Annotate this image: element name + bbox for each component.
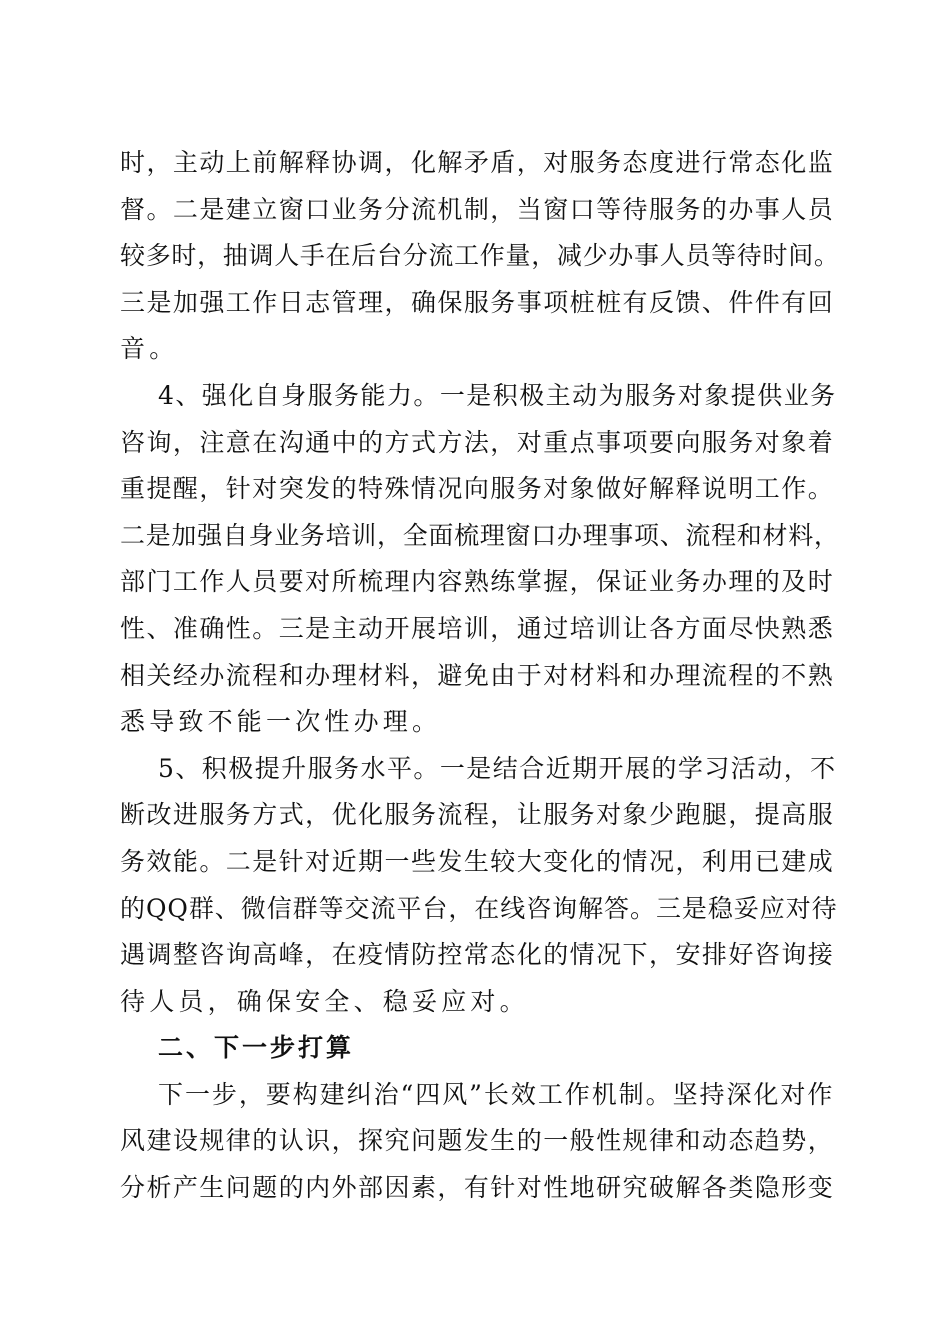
text-line: 相关经办流程和办理材料，避免由于对材料和办理流程的不熟 xyxy=(120,660,835,690)
text-line: 待人员，确保安全、稳妥应对。 xyxy=(120,986,529,1016)
paragraph-4-start: 4、强化自身服务能力。一是积极主动为服务对象提供业务 xyxy=(158,380,837,410)
text-line: 风建设规律的认识，探究问题发生的一般性规律和动态趋势， xyxy=(120,1126,835,1156)
text-line: 二是加强自身业务培训，全面梳理窗口办理事项、流程和材料， xyxy=(120,520,840,550)
text-line: 督。二是建立窗口业务分流机制，当窗口等待服务的办事人员 xyxy=(120,194,835,224)
text-line: 的QQ群、微信群等交流平台，在线咨询解答。三是稳妥应对待 xyxy=(120,893,838,923)
text-line: 部门工作人员要对所梳理内容熟练掌握，保证业务办理的及时 xyxy=(120,567,835,597)
text-line: 时，主动上前解释协调，化解矛盾，对服务态度进行常态化监 xyxy=(120,148,835,177)
text-line: 咨询，注意在沟通中的方式方法，对重点事项要向服务对象着 xyxy=(120,427,835,457)
paragraph-5-start: 5、积极提升服务水平。一是结合近期开展的学习活动，不 xyxy=(158,753,837,783)
text-line: 性、准确性。三是主动开展培训，通过培训让各方面尽快熟悉 xyxy=(120,613,835,643)
document-page xyxy=(120,140,840,1212)
text-line: 遇调整咨询高峰，在疫情防控常态化的情况下，安排好咨询接 xyxy=(120,940,835,970)
text-line: 三是加强工作日志管理，确保服务事项桩桩有反馈、件件有回 xyxy=(120,287,835,317)
text-line: 悉导致不能一次性办理。 xyxy=(120,707,442,737)
text-line: 分析产生问题的内外部因素，有针对性地研究破解各类隐形变 xyxy=(120,1173,835,1203)
text-line: 务效能。二是针对近期一些发生较大变化的情况，利用已建成 xyxy=(120,846,835,876)
next-steps-paragraph-start: 下一步，要构建纠治“四风”长效工作机制。坚持深化对作 xyxy=(158,1079,835,1109)
text-line: 重提醒，针对突发的特殊情况向服务对象做好解释说明工作。 xyxy=(120,474,835,504)
text-line: 断改进服务方式，优化服务流程，让服务对象少跑腿，提高服 xyxy=(120,800,835,830)
text-line: 音。 xyxy=(120,334,179,364)
section-heading: 二、下一步打算 xyxy=(158,1033,355,1063)
text-line: 较多时，抽调人手在后台分流工作量，减少办事人员等待时间。 xyxy=(120,241,840,271)
